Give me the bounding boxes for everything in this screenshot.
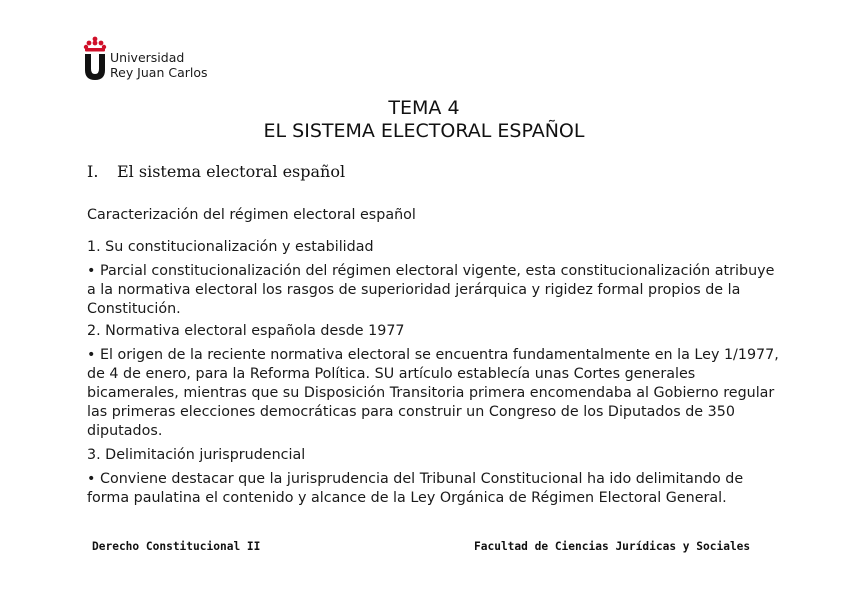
footer-course: Derecho Constitucional II bbox=[92, 540, 261, 553]
university-logo bbox=[82, 36, 222, 86]
logo-text-line1: Universidad bbox=[110, 50, 185, 65]
section-title: El sistema electoral español bbox=[117, 162, 346, 181]
item-heading-3: 3. Delimitación jurisprudencial bbox=[87, 447, 306, 463]
page-title-main: EL SISTEMA ELECTORAL ESPAÑOL bbox=[263, 120, 585, 142]
section-number: I. bbox=[87, 162, 99, 181]
item-text-1: • Parcial constitucionalización del régimen electoral vigente, esta constitucionalización atribuye a la normativa electoral los rasgos de superioridad jerárquica y rigidez formal propios de la Constitución. bbox=[87, 263, 775, 317]
item-heading-1: 1. Su constitucionalización y estabilidad bbox=[87, 239, 374, 255]
content-subtitle: Caracterización del régimen electoral español bbox=[87, 207, 416, 223]
footer-faculty: Facultad de Ciencias Jurídicas y Sociales bbox=[474, 540, 751, 553]
item-heading-2: 2. Normativa electoral española desde 1977 bbox=[87, 323, 405, 339]
section-heading bbox=[87, 162, 345, 182]
item-text-2: • El origen de la reciente normativa electoral se encuentra fundamentalmente en la Ley 1/1977, de 4 de enero, para la Reforma Política. SU artículo establecía unas Cortes generales bicamerales, mientras que su Disposición Transitoria primera encomendaba al Gobierno regular las primeras elecciones democráticas para construir un Congreso de los Diputados de 350 diputados. bbox=[87, 347, 779, 439]
logo-text-line2: Rey Juan Carlos bbox=[110, 65, 208, 80]
item-text-3: • Conviene destacar que la jurisprudencia del Tribunal Constitucional ha ido delimitando de forma paulatina el contenido y alcance de la Ley Orgánica de Régimen Electoral General. bbox=[87, 471, 744, 506]
crown-u-logo-icon bbox=[82, 36, 108, 82]
page-title-topic: TEMA 4 bbox=[388, 97, 460, 119]
